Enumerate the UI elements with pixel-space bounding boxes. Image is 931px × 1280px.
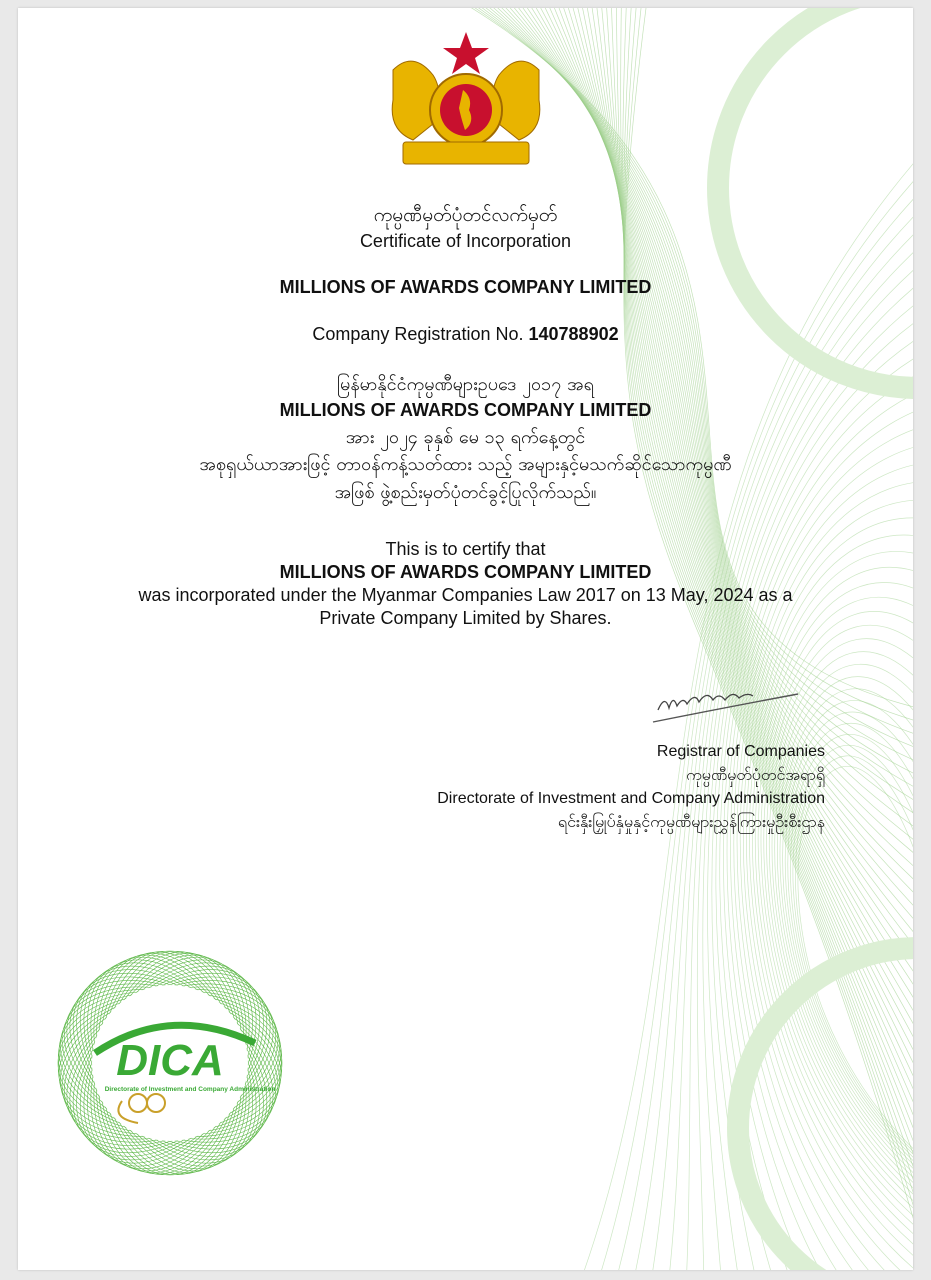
certify-line: This is to certify that [385, 539, 546, 559]
registrar-title-burmese: ကုမ္ပဏီမှတ်ပုံတင်အရာရှိ [686, 765, 825, 784]
incorporation-line: was incorporated under the Myanmar Companies Law 2017 on 13 May, 2024 as a [138, 585, 793, 605]
certificate-page [18, 8, 913, 1270]
title-burmese: ကုမ္ပဏီမှတ်ပုံတင်လက်မှတ် [373, 204, 558, 226]
registration-number: 140788902 [528, 324, 619, 344]
burmese-line-3: အား ၂၀၂၄ ခုနှစ် မေ ၁၃ ရက်နေ့တွင် [345, 427, 586, 448]
dica-acronym: DICA [116, 1036, 224, 1085]
directorate-name: Directorate of Investment and Company Administration [437, 790, 825, 807]
burmese-line-5: အဖြစ် ဖွဲ့စည်းမှတ်ပုံတင်ခွင့်ပြုလိုက်သည်။ [334, 482, 597, 503]
burmese-line-4: အစုရှယ်ယာအားဖြင့် တာဝန်ကန့်သတ်ထား သည့် အများနှင့်မသက်ဆိုင်သောကုမ္ပဏီ [199, 454, 732, 475]
company-name-heading: MILLIONS OF AWARDS COMPANY LIMITED [279, 277, 652, 297]
company-name-burmese-section: MILLIONS OF AWARDS COMPANY LIMITED [279, 400, 652, 420]
company-type-line: Private Company Limited by Shares. [319, 608, 612, 628]
title-english: Certificate of Incorporation [359, 231, 572, 251]
registration-label: Company Registration No. [312, 324, 524, 344]
burmese-line-1: မြန်မာနိုင်ငံကုမ္ပဏီများဥပဒေ ၂၀၁၇ အရ [337, 374, 594, 395]
company-name-english-section: MILLIONS OF AWARDS COMPANY LIMITED [279, 562, 652, 582]
registrar-signature [643, 680, 803, 730]
registrar-title: Registrar of Companies [656, 743, 825, 760]
dica-seal [50, 943, 290, 1183]
registration-line [18, 323, 913, 345]
directorate-name-burmese: ရင်းနှီးမြှုပ်နှံမှုနှင့်ကုမ္ပဏီများညွှန်ကြားမှုဦးစီးဌာန [557, 812, 825, 831]
state-emblem [383, 30, 549, 170]
dica-full-name: Directorate of Investment and Company Administration [104, 1086, 276, 1093]
